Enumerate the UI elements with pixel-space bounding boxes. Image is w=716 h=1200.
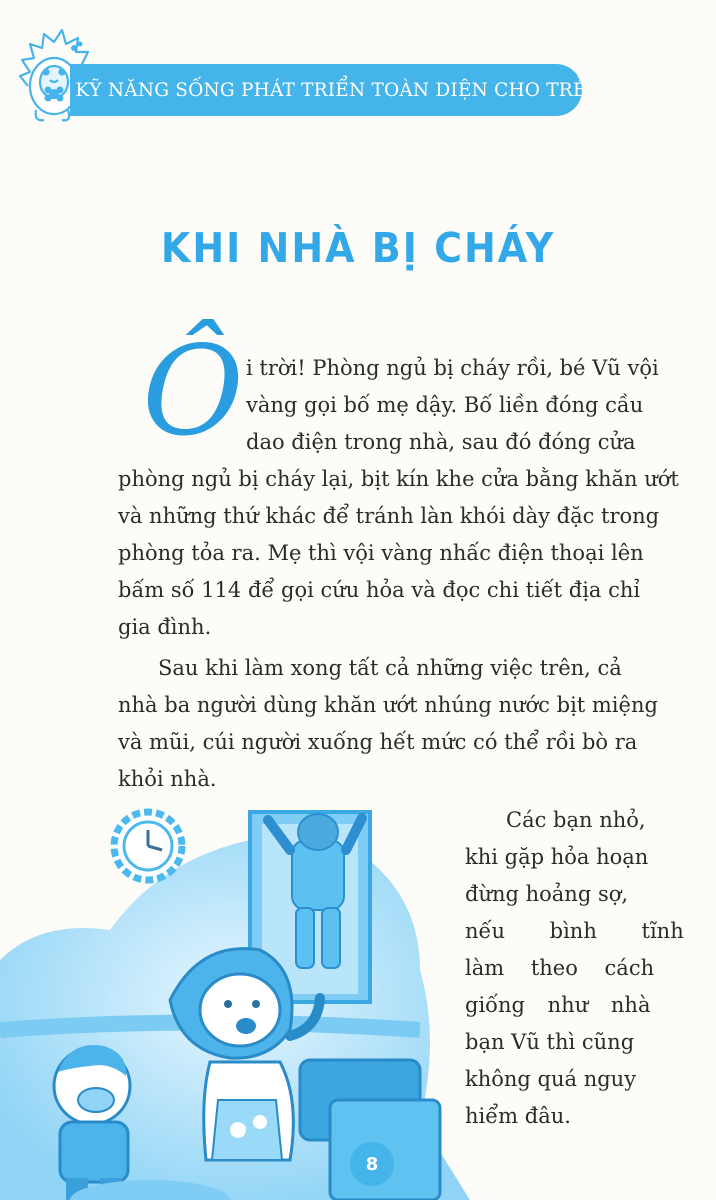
paragraph-1-line: phòng tỏa ra. Mẹ thì vội vàng nhấc điện thoại lên <box>118 541 644 565</box>
paragraph-3-line: đừng hoảng sợ, <box>465 882 629 906</box>
paragraph-3-line: giống như nhà <box>465 993 651 1017</box>
paragraph-2-line: khỏi nhà. <box>118 767 217 791</box>
paragraph-1-line: i trời! Phòng ngủ bị cháy rồi, bé Vũ vội <box>246 356 659 380</box>
series-title: KỸ NĂNG SỐNG PHÁT TRIỂN TOÀN DIỆN CHO TRẺ <box>75 79 587 101</box>
paragraph-3-line: không quá nguy <box>465 1067 637 1091</box>
paragraph-3-line: làm theo cách <box>465 956 655 980</box>
paragraph-3-line: Các bạn nhỏ, <box>506 808 646 832</box>
paragraph-1-line: gia đình. <box>118 615 212 639</box>
paragraph-1-line: và những thứ khác để tránh làn khói dày đặc trong <box>118 504 660 528</box>
paragraph-3-line: nếu bình tĩnh <box>465 919 684 943</box>
paragraph-2-line: và mũi, cúi người xuống hết mức có thể rồi bò ra <box>118 730 638 754</box>
clock-icon <box>114 812 182 880</box>
family-escape-illustration <box>0 800 470 1200</box>
paragraph-3-line: bạn Vũ thì cũng <box>465 1030 635 1054</box>
chapter-title: KHI NHÀ BỊ CHÁY <box>160 224 556 272</box>
paragraph-3-line: khi gặp hỏa hoạn <box>465 845 649 869</box>
paragraph-3-line: hiểm đâu. <box>465 1104 571 1128</box>
page-number-badge <box>350 1142 394 1186</box>
child-figure-icon <box>54 1045 130 1200</box>
paragraph-1-line: phòng ngủ bị cháy lại, bịt kín khe cửa bằng khăn ướt <box>118 467 679 491</box>
paragraph-1-line: bấm số 114 để gọi cứu hỏa và đọc chi tiết địa chỉ <box>118 578 641 602</box>
paragraph-2-line: nhà ba người dùng khăn ướt nhúng nước bịt miệng <box>118 693 658 717</box>
paragraph-2-line: Sau khi làm xong tất cả những việc trên, cả <box>158 656 622 680</box>
drop-cap: Ô <box>142 320 244 464</box>
series-banner <box>70 64 587 116</box>
paragraph-1-line: dao điện trong nhà, sau đó đóng cửa <box>246 430 636 454</box>
paragraph-1-line: vàng gọi bố mẹ dậy. Bố liền đóng cầu <box>246 393 644 417</box>
page-number: 8 <box>365 1153 379 1175</box>
